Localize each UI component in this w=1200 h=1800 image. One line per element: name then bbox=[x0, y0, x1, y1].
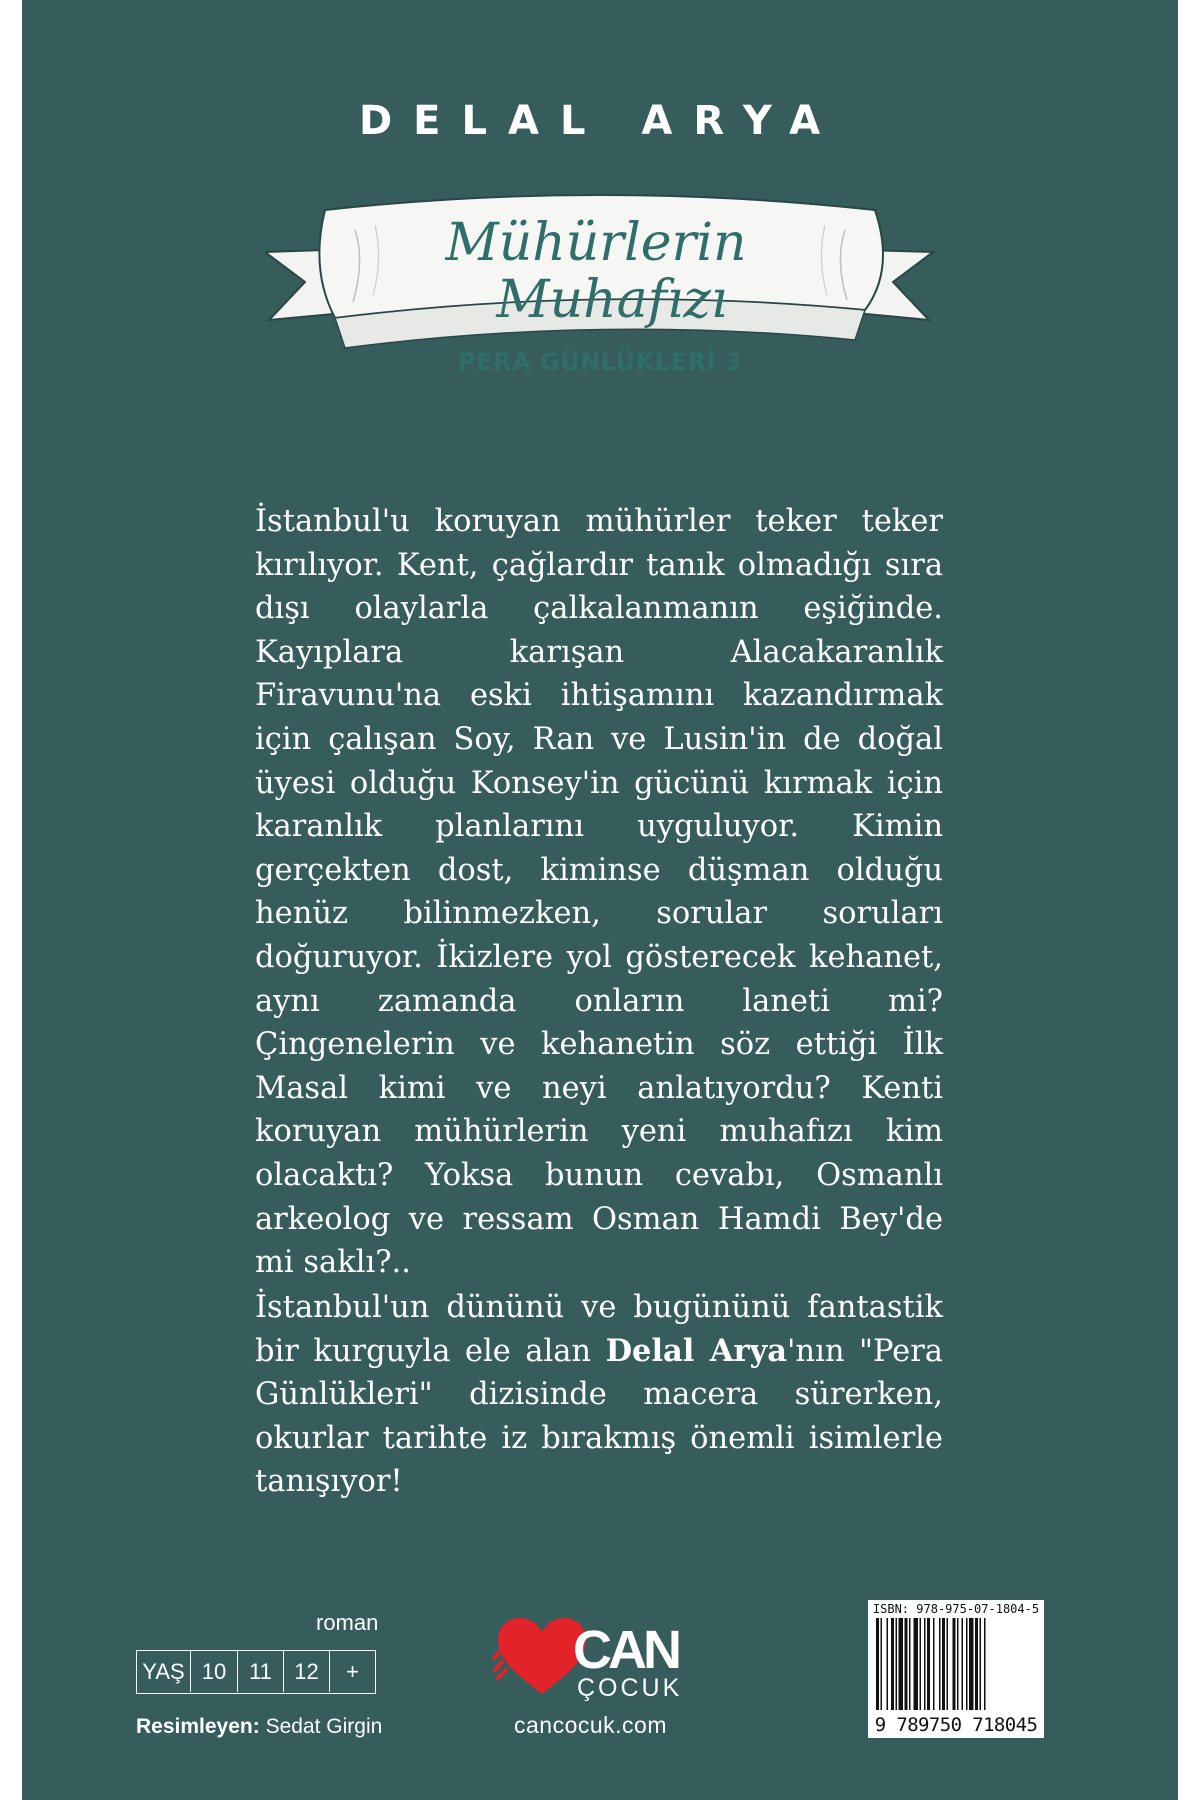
isbn-label: ISBN: 978-975-07-1804-5 bbox=[872, 1602, 1040, 1616]
blurb-text-2 bbox=[255, 1286, 943, 1504]
blurb-author-bold: Delal Arya bbox=[605, 1332, 788, 1369]
publisher-can-text: CAN bbox=[573, 1620, 678, 1680]
barcode-bars bbox=[868, 1616, 1044, 1714]
age-cell-12: 12 bbox=[284, 1651, 330, 1692]
book-title-line-1: Mühürlerin bbox=[445, 213, 747, 273]
age-cell-plus: + bbox=[346, 1659, 359, 1684]
age-cell-11: 11 bbox=[238, 1651, 284, 1692]
illustrator-label: Resimleyen: bbox=[136, 1715, 260, 1738]
age-range-table bbox=[136, 1650, 376, 1694]
barcode-number: 9 789750 718045 bbox=[874, 1714, 1038, 1736]
blurb-text-2-start: İstanbul'un dününü ve bugününü fantastik bir kurguyla ele alan bbox=[255, 1290, 943, 1369]
author-name: DELAL ARYA bbox=[358, 98, 842, 144]
blurb-paragraph-2 bbox=[255, 1286, 943, 1504]
blurb-text-1: İstanbul'u koruyan mühürler teker teker kırılıyor. Kent, çağlardır tanık olmadığı sıra dışı olaylarla çalkalanmanın eşiğinde. Kayıplara karışan Alacakaranlık Firavunu'na eski ihtişamını kazandırmak için çalışan Soy, Ran ve Lusin'in de doğal üyesi olduğu Konsey'in gücünü kırmak için karanlık planlarını uyguluyor. Kimin gerçekten dost, kiminse düşman olduğu henüz bilinmezken, sorular soruları doğuruyor. İkizlere yol gösterecek kehanet, aynı zamanda onların laneti mi? Çingenelerin ve kehanetin söz ettiği İlk Masal kimi ve neyi anlatıyordu? Kenti koruyan mühürlerin yeni muhafızı kim olacaktı? Yoksa bunun cevabı, Osmanlı arkeolog ve ressam Osman Hamdi Bey'de mi saklı?.. bbox=[255, 504, 943, 1281]
blurb-text-2-end: 'nın "Pera Günlükleri" dizisinde macera sürerken, okurlar tarihte iz bırakmış önemli isimlerle tanışıyor! bbox=[255, 1333, 943, 1500]
book-title-line-2: Muhafızı bbox=[496, 270, 728, 330]
age-cell-label: YAŞ bbox=[137, 1651, 191, 1692]
series-name: PERA GÜNLÜKLERİ 3 bbox=[458, 348, 742, 376]
blurb-paragraph-1 bbox=[255, 500, 943, 1285]
illustrator-name: Sedat Girgin bbox=[259, 1715, 383, 1738]
publisher-cocuk-text: ÇOCUK bbox=[577, 1674, 683, 1702]
age-cell-10: 10 bbox=[191, 1651, 238, 1692]
genre-label: roman bbox=[316, 1610, 379, 1635]
publisher-website: cancocuk.com bbox=[514, 1712, 668, 1738]
illustrator-credit bbox=[136, 1715, 382, 1739]
isbn-barcode bbox=[868, 1600, 1044, 1738]
